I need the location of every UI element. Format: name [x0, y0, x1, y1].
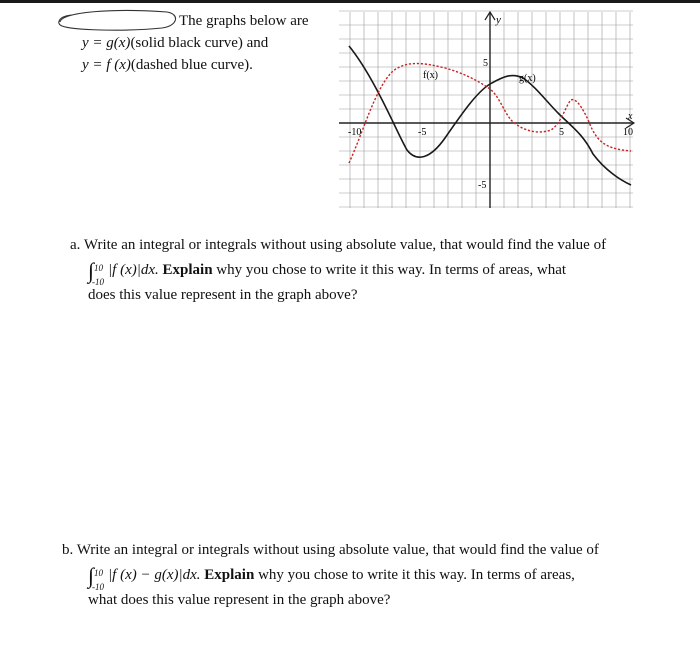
integral-lower-limit: -10 [92, 277, 105, 287]
integral-lower-limit: -10 [92, 582, 105, 592]
g-description: (solid black curve) and [130, 35, 269, 51]
y-axis-label: y [496, 14, 501, 26]
integral-expression: |f (x) − g(x)|dx. [108, 567, 201, 583]
question-a-label: a. [70, 237, 81, 253]
question-b-line-3: what does this value represent in the graph above? [88, 592, 391, 608]
g-curve-label: g(x) [519, 73, 536, 84]
x-tick-label: -5 [418, 127, 427, 138]
intro-text [82, 10, 309, 76]
top-border [0, 0, 700, 3]
question-b-line-1: Write an integral or integrals without using absolute value, that would find the value of [76, 542, 599, 558]
x-tick-label: -10 [348, 127, 362, 138]
question-b [62, 538, 672, 613]
question-a-integral: ∫ 10 -10 |f (x)|dx. [88, 262, 159, 278]
g-definition: y = g(x) [82, 35, 131, 51]
y-tick-label: -5 [478, 180, 487, 191]
integral-upper-limit: 10 [94, 568, 104, 578]
question-b-integral: ∫ 10 -10 |f (x) − g(x)|dx. [88, 567, 201, 583]
graph-grid [339, 11, 633, 208]
f-description: (dashed blue curve). [130, 57, 253, 73]
f-curve-label: f(x) [423, 70, 438, 81]
y-tick-label: 5 [483, 58, 488, 69]
x-tick-label: 10 [623, 127, 633, 138]
function-graph [335, 8, 640, 213]
question-b-label: b. [62, 542, 74, 558]
question-a-line-2: why you chose to write it this way. In terms of areas, what [216, 262, 567, 278]
question-a [70, 233, 670, 308]
explain-keyword: Explain [204, 567, 255, 583]
explain-keyword: Explain [162, 262, 213, 278]
question-b-line-2: why you chose to write it this way. In terms of areas, [258, 567, 575, 583]
f-definition: y = f (x) [82, 57, 131, 73]
integral-expression: |f (x)|dx. [108, 262, 159, 278]
question-a-line-1: Write an integral or integrals without using absolute value, that would find the value of [83, 237, 607, 253]
intro-line-1: The graphs below are [179, 13, 309, 29]
question-a-line-3: does this value represent in the graph above? [88, 287, 358, 303]
x-tick-label: 5 [559, 127, 564, 138]
integral-upper-limit: 10 [94, 263, 104, 273]
x-axis-label: x [628, 111, 633, 122]
